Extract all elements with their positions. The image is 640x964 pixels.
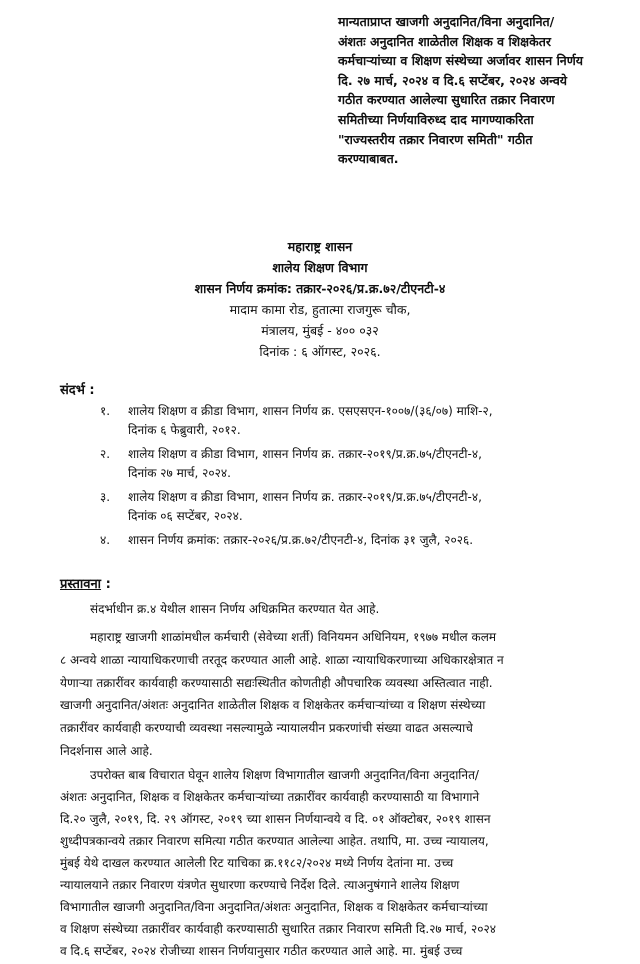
paragraph-line: अंशतः अनुदानित, शिक्षक व शिक्षकेतर कर्मचाऱ्यांच्या तक्रारींवर कार्यवाही करण्यासाठी या विभागाने <box>60 790 480 804</box>
subject-block <box>338 12 624 169</box>
subject-line: समितीच्या निर्णयाविरुध्द दाद मागण्याकरिता <box>338 111 534 127</box>
paragraph-line: तक्रारींवर कार्यवाही करण्याची व्यवस्था नसल्यामुळे न्यायालयीन प्रकरणांची संख्या वाढत असल्याचे <box>60 721 473 736</box>
reference-line: दिनांक ०६ सप्टेंबर, २०२४. <box>128 509 243 523</box>
paragraph-line: न्यायालयाने तक्रार निवारण यंत्रणेत सुधारणा करण्याचे निर्देश दिले. त्याअनुषंगाने शालेय शिक्षण <box>60 878 460 892</box>
subject-line: दि. २७ मार्च, २०२४ व दि.६ सप्टेंबर, २०२४ अन्वये <box>338 72 568 88</box>
reference-item <box>100 531 600 550</box>
address-line: मादाम कामा रोड, हुतात्मा राजगुरू चौक, <box>229 302 411 317</box>
paragraph-line: मुंबई येथे दाखल करण्यात आलेली रिट याचिका क्र.११८२/२०२४ मध्ये निर्णय देतांना मा. उच्च <box>60 856 454 870</box>
gr-number: शासन निर्णय क्रमांक: तक्रार-२०२६/प्र.क्र.७२/टीएनटी-४ <box>194 281 446 296</box>
issue-date: दिनांक : ६ ऑगस्ट, २०२६. <box>259 344 381 359</box>
introduction-title: प्रस्तावना <box>60 577 102 592</box>
reference-line: शासन निर्णय क्रमांक: तक्रार-२०२६/प्र.क्र.७२/टीएनटी-४, दिनांक ३१ जुलै, २०२६. <box>128 533 474 547</box>
paragraph-line: महाराष्ट्र खाजगी शाळांमधील कर्मचारी (सेवेच्या शर्ती) विनियमन अधिनियम, १९७७ मधील कलम <box>90 630 497 644</box>
paragraph-line: संदर्भाधीन क्र.४ येथील शासन निर्णय अधिक्रमित करण्यात येत आहे. <box>90 602 380 616</box>
department-name: शालेय शिक्षण विभाग <box>272 260 368 275</box>
reference-line: शालेय शिक्षण व क्रीडा विभाग, शासन निर्णय क्र. एसएसएन-१००७/(३६/०७) माशि-२, <box>128 404 493 418</box>
paragraph-line: व शिक्षण संस्थेच्या तक्रारींवर कार्यवाही करण्यासाठी सुधारित तक्रार निवारण समिती दि.२७ मार्च, २०२४ <box>60 922 496 936</box>
paragraph-line: शुध्दीपत्रकान्वये तक्रार निवारण समित्या गठीत करण्यात आलेल्या आहेत. तथापि, मा. उच्च न्यायालय, <box>60 834 489 848</box>
references-heading: संदर्भ : <box>60 383 95 398</box>
reference-number: ३. <box>100 490 111 504</box>
reference-item <box>100 445 600 483</box>
paragraph-2 <box>60 626 608 763</box>
introduction-colon: : <box>101 577 111 592</box>
references-list <box>100 402 600 555</box>
paragraph-line: दि.२० जुलै, २०१९, दि. २९ ऑगस्ट, २०१९ च्या शासन निर्णयान्वये व दि. ०१ ऑक्टोबर, २०१९ शासन <box>60 812 491 826</box>
reference-line: शालेय शिक्षण व क्रीडा विभाग, शासन निर्णय क्र. तक्रार-२०१९/प्र.क्र.७५/टीएनटी-४, <box>128 447 482 461</box>
reference-line: शालेय शिक्षण व क्रीडा विभाग, शासन निर्णय क्र. तक्रार-२०१९/प्र.क्र.७५/टीएनटी-४, <box>128 490 482 504</box>
subject-line: अंशतः अनुदानित शाळेतील शिक्षक व शिक्षकेतर <box>338 33 551 49</box>
paragraph-line: विभागातील खाजगी अनुदानित/विना अनुदानित/अंशतः अनुदानित, शिक्षक व शिक्षकेतर कर्मचाऱ्यांच्या <box>60 900 488 914</box>
subject-line: कर्मचाऱ्यांच्या व शिक्षण संस्थेच्या अर्जावर शासन निर्णय <box>338 53 584 69</box>
paragraph-line: येणाऱ्या तक्रारींवर कार्यवाही करण्यासाठी सद्यःस्थितीत कोणतीही औपचारिक व्यवस्था अस्तित्वात नाही. <box>60 675 493 690</box>
paragraph-line: ८ अन्वये शाळा न्यायाधिकरणाची तरतूद करण्यात आली आहे. शाळा न्यायाधिकरणाच्या अधिकारक्षेत्रात न <box>60 652 504 667</box>
reference-number: १. <box>100 404 111 418</box>
subject-line: मान्यताप्राप्त खाजगी अनुदानित/विना अनुदानित/ <box>338 14 555 29</box>
city-line: मंत्रालय, मुंबई - ४०० ०३२ <box>261 323 379 338</box>
paragraph-line: खाजगी अनुदानित/अंशतः अनुदानित शाळेतील शिक्षक व शिक्षकेतर कर्मचाऱ्यांच्या व शिक्षण संस्थेच्या <box>60 698 486 713</box>
reference-item <box>100 488 600 526</box>
government-name: महाराष्ट्र शासन <box>287 239 353 254</box>
paragraph-line: व दि.६ सप्टेंबर, २०२४ रोजीच्या शासन निर्णयानुसार गठीत करण्यात आले आहे. मा. मुंबई उच्च <box>60 944 463 958</box>
paragraph-line: उपरोक्त बाब विचारात घेवून शालेय शिक्षण विभागातील खाजगी अनुदानित/विना अनुदानित/ <box>90 768 479 782</box>
introduction-heading <box>60 574 111 592</box>
reference-line: दिनांक ६ फेब्रुवारी, २०१२. <box>128 423 241 437</box>
subject-line: गठीत करण्यात आलेल्या सुधारित तक्रार निवारण <box>338 92 555 108</box>
reference-line: दिनांक २७ मार्च, २०२४. <box>128 466 231 480</box>
reference-number: २. <box>100 447 111 461</box>
reference-item <box>100 402 600 440</box>
paragraph-line: निदर्शनास आले आहे. <box>60 743 153 758</box>
paragraph-1 <box>60 598 608 621</box>
subject-line: करण्याबाबत. <box>338 151 399 167</box>
reference-number: ४. <box>100 533 111 547</box>
letterhead <box>0 236 640 362</box>
paragraph-3 <box>60 764 608 962</box>
subject-line: "राज्यस्तरीय तक्रार निवारण समिती" गठीत <box>338 131 533 147</box>
